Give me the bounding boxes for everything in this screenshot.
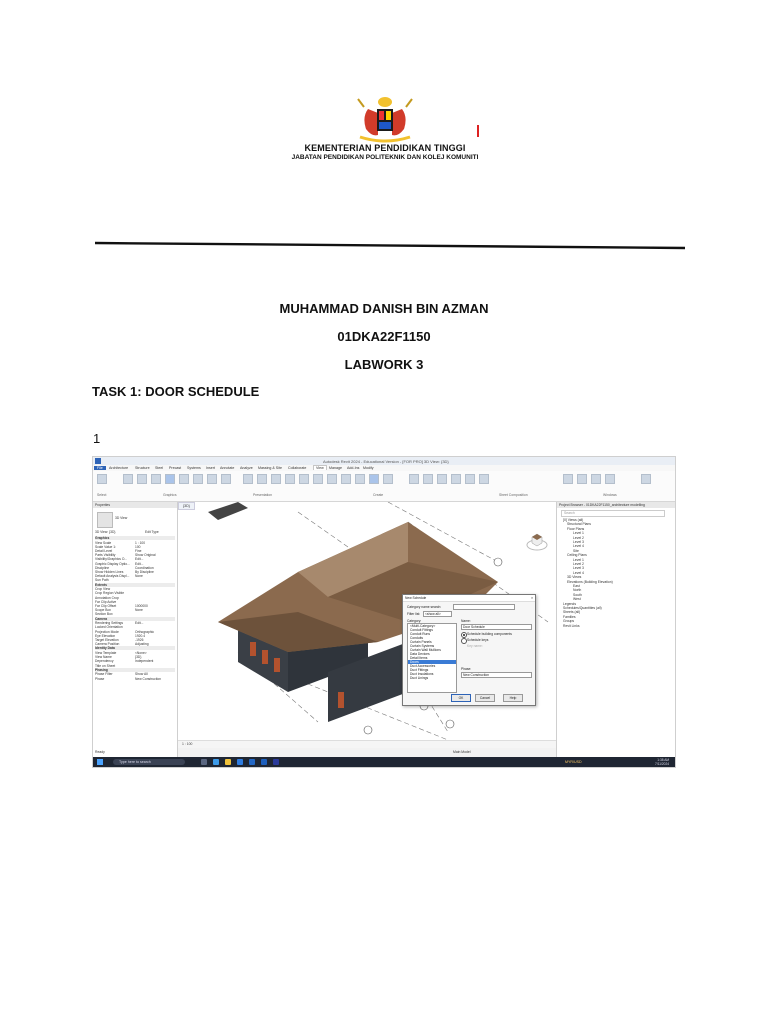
title-block-icon[interactable] bbox=[437, 474, 447, 484]
taskbar-clock[interactable] bbox=[655, 758, 669, 766]
browser-item[interactable]: Level 1 bbox=[573, 557, 584, 562]
switch-windows-icon[interactable] bbox=[563, 474, 573, 484]
view-scale[interactable]: 1 : 100 bbox=[182, 742, 193, 746]
properties-palette bbox=[93, 502, 178, 764]
browser-item[interactable]: North bbox=[573, 588, 582, 593]
tile-views-icon[interactable] bbox=[605, 474, 615, 484]
task-view-icon[interactable] bbox=[201, 759, 207, 765]
3d-view-icon[interactable] bbox=[257, 474, 267, 484]
store-icon[interactable] bbox=[237, 759, 243, 765]
property-name: Crop View bbox=[95, 587, 111, 592]
tab-steel[interactable]: Steel bbox=[155, 466, 164, 470]
scope-box-icon[interactable] bbox=[383, 474, 393, 484]
property-value[interactable]: Show Original bbox=[135, 553, 156, 558]
browser-item[interactable]: Ceiling Plans bbox=[567, 553, 587, 558]
group-select: Select bbox=[97, 493, 107, 497]
tab-collaborate[interactable]: Collaborate bbox=[288, 466, 307, 470]
ok-button[interactable]: OK bbox=[451, 694, 471, 702]
property-value[interactable]: By Discipline bbox=[135, 570, 154, 574]
new-schedule-dialog bbox=[402, 594, 536, 706]
tab-views-icon[interactable] bbox=[591, 474, 601, 484]
windows-start-icon[interactable] bbox=[97, 759, 103, 765]
labwork-title: LABWORK 3 bbox=[344, 357, 424, 372]
project-browser-title: Project Browser - 01DKA22F1150_architecture modelling bbox=[557, 502, 675, 508]
weather-widget[interactable]: MYR/USD bbox=[565, 760, 582, 764]
window-title: Autodesk Revit 2024 - Educational Version - [FOR PRO] 3D View: {3D} bbox=[323, 459, 449, 464]
property-section-header[interactable]: Identity Data bbox=[95, 646, 175, 650]
category-item[interactable]: Conduit Fittings bbox=[410, 628, 433, 632]
property-name: Phase Filter bbox=[95, 672, 113, 677]
browser-item[interactable]: Groups bbox=[563, 619, 575, 624]
property-value[interactable]: Orthographic bbox=[135, 629, 155, 634]
duplicate-view-icon[interactable] bbox=[341, 474, 351, 484]
property-name: View Name bbox=[95, 655, 112, 660]
filters-icon[interactable] bbox=[151, 474, 161, 484]
property-name: Parts Visibility bbox=[95, 553, 116, 558]
instance-selector-label: 3D View: {3D} bbox=[95, 530, 116, 534]
group-create: Create bbox=[373, 493, 384, 497]
property-name: View Template bbox=[95, 651, 117, 655]
filter-list-label: Filter list: bbox=[407, 612, 421, 616]
browser-item[interactable]: Level 3 bbox=[573, 540, 584, 544]
browser-item[interactable]: Sheets (all) bbox=[563, 610, 581, 615]
property-section-header[interactable]: Camera bbox=[95, 617, 175, 621]
browser-item[interactable]: Families bbox=[563, 614, 576, 619]
property-value[interactable]: {3D} bbox=[135, 655, 142, 660]
property-name: Default Analysis Displ... bbox=[95, 574, 130, 579]
filter-label: Category name search: bbox=[407, 605, 442, 609]
category-item[interactable]: <Multi-Category> bbox=[410, 624, 436, 628]
taskbar-search-input[interactable]: Type here to search bbox=[113, 759, 185, 765]
property-value[interactable]: Fine bbox=[135, 549, 142, 553]
step-number: 1 bbox=[93, 431, 101, 446]
filter-list-select[interactable]: <show all> bbox=[423, 611, 452, 617]
browser-item[interactable]: [0] Views (all) bbox=[563, 518, 584, 522]
ministry-crest-logo bbox=[354, 95, 416, 143]
project-browser bbox=[556, 502, 675, 764]
property-value[interactable]: Edit... bbox=[135, 557, 144, 562]
word-icon[interactable] bbox=[261, 759, 267, 765]
browser-item[interactable]: Elevations (Building Elevation) bbox=[567, 579, 613, 584]
category-label: Category: bbox=[407, 619, 422, 623]
key-name-label: Key name: bbox=[467, 644, 483, 648]
property-name: Target Elevation bbox=[95, 638, 119, 642]
revit-taskbar-icon[interactable] bbox=[249, 759, 255, 765]
clock-date: 7/11/2024 bbox=[655, 762, 669, 766]
guide-grid-icon[interactable] bbox=[465, 474, 475, 484]
tab-insert[interactable]: Insert bbox=[206, 466, 215, 470]
show-hidden-icon[interactable] bbox=[179, 474, 189, 484]
modify-tool-icon[interactable] bbox=[97, 474, 107, 484]
browser-item[interactable]: Level 3 bbox=[573, 566, 584, 571]
ministry-name: KEMENTERIAN PENDIDIKAN TINGGI bbox=[304, 143, 466, 153]
property-name: Annotation Crop bbox=[95, 595, 119, 600]
dialog-close-icon[interactable]: × bbox=[531, 596, 533, 600]
ribbon-panel bbox=[93, 471, 675, 502]
render-icon[interactable] bbox=[207, 474, 217, 484]
edit-type-button[interactable]: Edit Type bbox=[145, 530, 159, 534]
property-value[interactable]: 1000000 bbox=[135, 604, 148, 608]
view-templates-icon[interactable] bbox=[123, 474, 133, 484]
schedules-icon[interactable] bbox=[369, 474, 379, 484]
property-value[interactable]: None bbox=[135, 574, 143, 579]
tab-analyze[interactable]: Analyze bbox=[240, 466, 253, 470]
property-name: Detail Level bbox=[95, 549, 113, 553]
category-item[interactable]: Doors bbox=[408, 660, 456, 664]
active-model[interactable]: Main Model bbox=[453, 750, 471, 754]
view-tab-3d[interactable]: {3D} bbox=[178, 502, 195, 510]
browser-item[interactable]: Schedules/Quantities (all) bbox=[563, 606, 602, 610]
schedule-keys-label: Schedule keys bbox=[467, 638, 489, 642]
type-preview-icon bbox=[97, 512, 113, 528]
property-value[interactable]: <None> bbox=[135, 651, 147, 655]
category-item[interactable]: Conduits bbox=[410, 636, 424, 640]
group-windows: Windows bbox=[603, 493, 617, 497]
property-name: Dependency bbox=[95, 659, 114, 664]
teams-icon[interactable] bbox=[273, 759, 279, 765]
category-item[interactable]: Detail Items bbox=[410, 656, 428, 660]
browser-item[interactable]: West bbox=[573, 597, 581, 602]
property-value[interactable]: Adjusting bbox=[135, 642, 149, 647]
tab-systems[interactable]: Systems bbox=[187, 466, 201, 470]
group-sheet-composition: Sheet Composition bbox=[499, 493, 528, 497]
type-name[interactable]: 3D View bbox=[115, 516, 128, 520]
property-value[interactable]: Edit... bbox=[135, 561, 144, 566]
browser-item[interactable]: Level 1 bbox=[573, 531, 584, 536]
user-interface-icon[interactable] bbox=[641, 474, 651, 484]
property-name: Camera Position bbox=[95, 642, 120, 647]
browser-item[interactable]: East bbox=[573, 584, 580, 588]
thin-lines-icon[interactable] bbox=[165, 474, 175, 484]
browser-search-input[interactable]: Search bbox=[561, 510, 665, 517]
category-item[interactable]: Curtain Wall Mullions bbox=[410, 648, 441, 652]
legends-icon[interactable] bbox=[355, 474, 365, 484]
property-value[interactable]: Edit... bbox=[135, 621, 144, 626]
property-name: Crop Region Visible bbox=[95, 591, 125, 596]
property-value[interactable]: New Construction bbox=[135, 676, 162, 681]
tab-architecture[interactable]: Architecture bbox=[109, 466, 129, 470]
browser-item[interactable]: 3D Views bbox=[567, 575, 582, 580]
drafting-view-icon[interactable] bbox=[327, 474, 337, 484]
tab-precast[interactable]: Precast bbox=[169, 466, 182, 470]
category-search-input[interactable] bbox=[453, 604, 515, 610]
browser-item[interactable]: Level 4 bbox=[573, 570, 584, 575]
property-value[interactable]: 100 bbox=[135, 544, 141, 549]
property-name: Rendering Settings bbox=[95, 621, 124, 626]
browser-item[interactable]: Revit Links bbox=[563, 623, 580, 628]
property-name: Sun Path bbox=[95, 578, 109, 583]
section-icon[interactable] bbox=[271, 474, 281, 484]
department-name: JABATAN PENDIDIKAN POLITEKNIK DAN KOLEJ KOMUNITI bbox=[291, 154, 479, 162]
browser-item[interactable]: Level 2 bbox=[573, 562, 584, 566]
phase-select[interactable]: New Construction bbox=[461, 672, 532, 678]
property-name: Show Hidden Lines bbox=[95, 570, 124, 574]
category-item[interactable]: Duct Accessories bbox=[410, 664, 436, 668]
property-name: Scope Box bbox=[95, 608, 111, 613]
property-value[interactable]: Coordination bbox=[135, 565, 154, 570]
category-item[interactable]: Curtain Panels bbox=[410, 640, 432, 644]
revit-titlebar bbox=[93, 457, 675, 465]
category-list[interactable] bbox=[407, 623, 457, 693]
property-name: Phase bbox=[95, 676, 105, 681]
sheet-icon[interactable] bbox=[409, 474, 419, 484]
edge-icon[interactable] bbox=[213, 759, 219, 765]
decorative-mark bbox=[477, 125, 479, 137]
schedule-name-input[interactable]: Door Schedule bbox=[461, 624, 532, 630]
category-item[interactable]: Duct Linings bbox=[410, 676, 429, 680]
property-row[interactable] bbox=[95, 677, 175, 681]
property-name: Eye Elevation bbox=[95, 633, 116, 638]
property-name: Scale Value 1: bbox=[95, 544, 117, 549]
category-item[interactable]: Curtain Systems bbox=[410, 644, 435, 648]
property-section-header[interactable]: Graphics bbox=[95, 536, 175, 540]
student-name: MUHAMMAD DANISH BIN AZMAN bbox=[279, 301, 489, 316]
property-name: Graphic Display Optio... bbox=[95, 561, 130, 566]
group-graphics: Graphics bbox=[163, 493, 177, 497]
property-section-header[interactable]: Phasing bbox=[95, 668, 175, 672]
property-value[interactable]: Independent bbox=[135, 659, 154, 664]
category-item[interactable]: Duct Insulations bbox=[410, 672, 434, 676]
property-name: View Scale bbox=[95, 540, 112, 545]
browser-organization-icon[interactable] bbox=[243, 474, 253, 484]
3d-viewport[interactable] bbox=[178, 502, 556, 740]
property-name: Projection Mode bbox=[95, 629, 119, 634]
property-name: Far Clip Offset bbox=[95, 604, 117, 608]
ministry-heading bbox=[290, 143, 480, 162]
tab-modify[interactable]: Modify bbox=[363, 466, 374, 470]
building-components-label: Schedule building components bbox=[467, 632, 512, 636]
category-item[interactable]: Data Devices bbox=[410, 652, 430, 656]
header-divider-line bbox=[95, 241, 685, 251]
property-name: Discipline bbox=[95, 565, 110, 570]
tab-massing-site[interactable]: Massing & Site bbox=[258, 466, 282, 470]
browser-item[interactable]: Level 2 bbox=[573, 535, 584, 540]
property-value[interactable]: None bbox=[135, 608, 143, 613]
tab-structure[interactable]: Structure bbox=[135, 466, 150, 470]
viewcube-icon[interactable] bbox=[526, 530, 548, 552]
browser-item[interactable]: Structural Plans bbox=[567, 522, 591, 527]
instance-selector[interactable] bbox=[95, 530, 175, 534]
browser-item[interactable]: Site bbox=[573, 548, 579, 553]
category-item[interactable]: Conduit Runs bbox=[410, 632, 430, 636]
close-inactive-icon[interactable] bbox=[577, 474, 587, 484]
browser-item[interactable]: Floor Plans bbox=[567, 526, 585, 531]
cancel-button[interactable]: Cancel bbox=[475, 694, 495, 702]
callout-icon[interactable] bbox=[285, 474, 295, 484]
tab-view[interactable]: View bbox=[313, 465, 327, 470]
status-ready: Ready bbox=[95, 750, 105, 754]
browser-item[interactable]: South bbox=[573, 592, 582, 597]
clock-time: 1:38 AM bbox=[657, 758, 669, 762]
property-value[interactable]: -1926 bbox=[135, 638, 144, 642]
task-heading: TASK 1: DOOR SCHEDULE bbox=[92, 384, 260, 399]
properties-title: Properties bbox=[93, 502, 177, 508]
matchline-icon[interactable] bbox=[479, 474, 489, 484]
tab-add-ins[interactable]: Add-Ins bbox=[347, 466, 360, 470]
elevation-icon[interactable] bbox=[313, 474, 323, 484]
revisions-icon[interactable] bbox=[451, 474, 461, 484]
visibility-graphics-icon[interactable] bbox=[137, 474, 147, 484]
group-presentation: Presentation bbox=[253, 493, 273, 497]
view-control-bar bbox=[178, 740, 556, 748]
revit-app-icon bbox=[95, 458, 101, 464]
browser-item[interactable]: Legends bbox=[563, 601, 577, 606]
property-name: Section Box bbox=[95, 612, 113, 617]
browser-item[interactable]: Level 4 bbox=[573, 544, 584, 549]
property-name: Far Clip Active bbox=[95, 599, 117, 604]
property-name: Visibility/Graphics O... bbox=[95, 557, 128, 562]
file-explorer-icon[interactable] bbox=[225, 759, 231, 765]
tab-file[interactable]: File bbox=[94, 466, 106, 470]
revit-screenshot bbox=[92, 456, 676, 768]
help-button[interactable]: Help bbox=[503, 694, 523, 702]
phase-label: Phase: bbox=[461, 667, 472, 671]
student-id: 01DKA22F1150 bbox=[337, 329, 431, 344]
plan-views-icon[interactable] bbox=[299, 474, 309, 484]
place-view-icon[interactable] bbox=[423, 474, 433, 484]
property-value[interactable]: 1 : 100 bbox=[135, 540, 146, 545]
schedule-name-label: Name: bbox=[461, 619, 471, 623]
windows-taskbar bbox=[93, 757, 675, 767]
category-item[interactable]: Duct Fittings bbox=[410, 668, 429, 672]
property-section-header[interactable]: Extents bbox=[95, 583, 175, 587]
cut-profile-icon[interactable] bbox=[193, 474, 203, 484]
property-value[interactable]: Show All bbox=[135, 672, 148, 677]
render-cloud-icon[interactable] bbox=[221, 474, 231, 484]
dialog-title: New Schedule bbox=[403, 595, 535, 602]
property-name: Title on Sheet bbox=[95, 663, 116, 668]
property-value[interactable]: 1920.4 bbox=[135, 633, 146, 638]
tab-annotate[interactable]: Annotate bbox=[220, 466, 235, 470]
tab-manage[interactable]: Manage bbox=[329, 466, 342, 470]
property-name: Locked Orientation bbox=[95, 625, 123, 630]
